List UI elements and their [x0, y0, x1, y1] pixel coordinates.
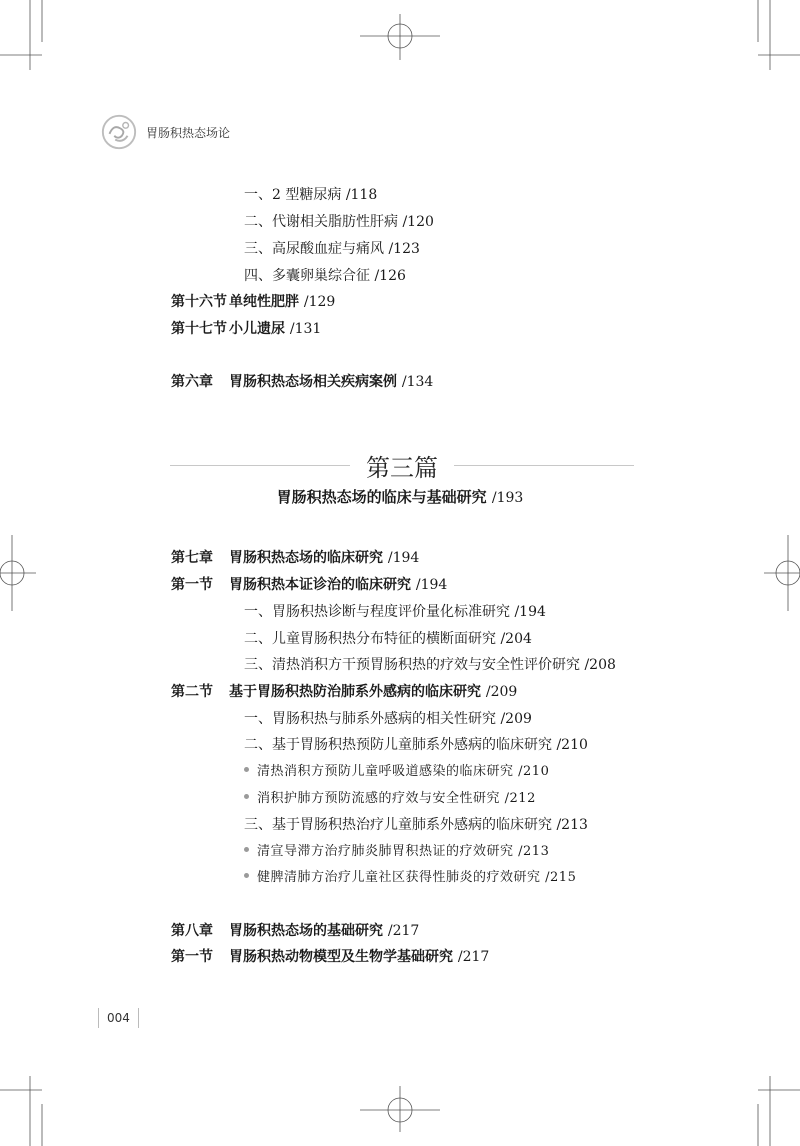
bullet-dot-icon: [244, 847, 249, 852]
toc-bullet: 清宣导滞方治疗肺炎肺胃积热证的疗效研究 /213: [244, 843, 549, 861]
toc-section: 第一节 胃肠积热本证诊治的临床研究 /194: [171, 577, 448, 593]
bullet-dot-icon: [244, 794, 249, 799]
part-title: 第三篇: [366, 453, 438, 482]
toc-entry: 一、2 型糖尿病 /118: [244, 187, 378, 203]
toc-section: 第十六节 单纯性肥胖 /129: [171, 294, 336, 310]
toc-entry: 二、代谢相关脂肪性肝病 /120: [244, 214, 434, 230]
toc-entry: 一、胃肠积热诊断与程度评价量化标准研究 /194: [244, 604, 546, 620]
book-title: 胃肠积热态场论: [146, 125, 231, 140]
toc-bullet: 消积护肺方预防流感的疗效与安全性研究 /212: [244, 790, 536, 808]
toc-section: 第一节 胃肠积热动物模型及生物学基础研究 /217: [171, 949, 490, 965]
cloud-swirl-icon: [100, 113, 138, 151]
toc-section: 第二节 基于胃肠积热防治肺系外感病的临床研究 /209: [171, 684, 518, 700]
divider: [170, 465, 350, 466]
toc-bullet: 健脾清肺方治疗儿童社区获得性肺炎的疗效研究 /215: [244, 869, 576, 887]
part-heading: [170, 448, 634, 482]
toc-entry: 一、胃肠积热与肺系外感病的相关性研究 /209: [244, 711, 532, 727]
toc-section: 第十七节 小儿遗尿 /131: [171, 321, 322, 337]
bullet-dot-icon: [244, 873, 249, 878]
part-subtitle: 胃肠积热态场的临床与基础研究 /193: [276, 488, 524, 506]
toc-entry: 二、基于胃肠积热预防儿童肺系外感病的临床研究 /210: [244, 737, 588, 753]
toc-chapter: 第六章 胃肠积热态场相关疾病案例 /134: [171, 374, 434, 390]
bullet-dot-icon: [244, 767, 249, 772]
toc-bullet: 清热消积方预防儿童呼吸道感染的临床研究 /210: [244, 763, 549, 781]
toc-entry: 二、儿童胃肠积热分布特征的横断面研究 /204: [244, 631, 532, 647]
toc-entry: 三、基于胃肠积热治疗儿童肺系外感病的临床研究 /213: [244, 817, 588, 833]
toc-entry: 三、清热消积方干预胃肠积热的疗效与安全性评价研究 /208: [244, 657, 616, 673]
toc-entry: 三、高尿酸血症与痛风 /123: [244, 241, 420, 257]
toc-entry: 四、多囊卵巢综合征 /126: [244, 268, 406, 284]
toc-chapter: 第七章 胃肠积热态场的临床研究 /194: [171, 550, 420, 566]
toc-chapter: 第八章 胃肠积热态场的基础研究 /217: [171, 923, 420, 939]
page-number: 004: [98, 1008, 139, 1028]
divider: [454, 465, 634, 466]
running-header: [100, 112, 230, 152]
